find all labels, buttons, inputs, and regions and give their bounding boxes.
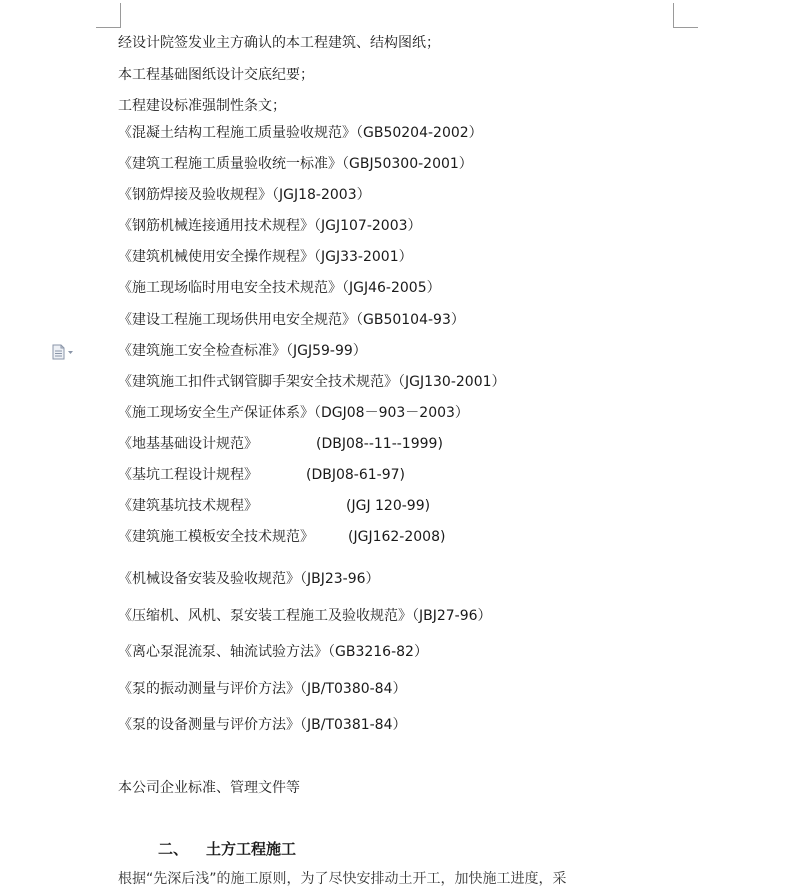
paragraph-options-icon[interactable] [52,344,74,360]
section-heading [158,840,296,858]
reference-item: 《压缩机、风机、泵安装工程施工及验收规范》（JBJ27-96） [118,608,492,624]
reference-item: 《建设工程施工现场供用电安全规范》（GB50104-93） [118,312,465,328]
reference-item: 《施工现场临时用电安全技术规范》（JGJ46-2005） [118,280,441,296]
reference-item: 《建筑施工模板安全技术规范》 (JGJ162-2008) [118,529,446,545]
reference-item: 《建筑施工安全检查标准》（JGJ59-99） [118,343,367,359]
reference-item: 《泵的设备测量与评价方法》（JB/T0381-84） [118,717,407,733]
reference-item: 《施工现场安全生产保证体系》（DGJ08－903－2003） [118,405,469,421]
body-paragraph-partial: 根据“先深后浅”的施工原则，为了尽快安排动土开工，加快施工进度，采 [118,871,567,887]
intro-line-1: 经设计院签发业主方确认的本工程建筑、结构图纸； [118,35,440,51]
intro-line-3: 工程建设标准强制性条文； [118,98,286,114]
reference-item: 《离心泵混流泵、轴流试验方法》（GB3216-82） [118,644,428,660]
reference-item: 《建筑施工扣件式钢管脚手架安全技术规范》（JGJ130-2001） [118,374,506,390]
crop-mark-top-left [96,3,121,28]
section-title: 土方工程施工 [206,840,297,858]
reference-item: 《钢筋焊接及验收规程》（JGJ18-2003） [118,187,371,203]
reference-item: 《建筑机械使用安全操作规程》（JGJ33-2001） [118,249,413,265]
section-number: 二、 [158,840,189,858]
reference-item: 《建筑基坑技术规程》 (JGJ 120-99) [118,498,431,514]
reference-item: 《机械设备安装及验收规范》（JBJ23-96） [118,571,380,587]
reference-item: 《混凝土结构工程施工质量验收规范》（GB50204-2002） [118,125,483,141]
reference-item: 《地基基础设计规范》 (DBJ08--11--1999) [118,436,443,452]
crop-mark-top-right [673,3,698,28]
reference-item: 《钢筋机械连接通用技术规程》（JGJ107-2003） [118,218,422,234]
reference-item: 《基坑工程设计规程》 (DBJ08-61-97) [118,467,405,483]
company-standards-line: 本公司企业标准、管理文件等 [118,780,300,796]
reference-item: 《泵的振动测量与评价方法》（JB/T0380-84） [118,681,407,697]
intro-line-2: 本工程基础图纸设计交底纪要； [118,67,314,83]
reference-item: 《建筑工程施工质量验收统一标准》（GBJ50300-2001） [118,156,473,172]
